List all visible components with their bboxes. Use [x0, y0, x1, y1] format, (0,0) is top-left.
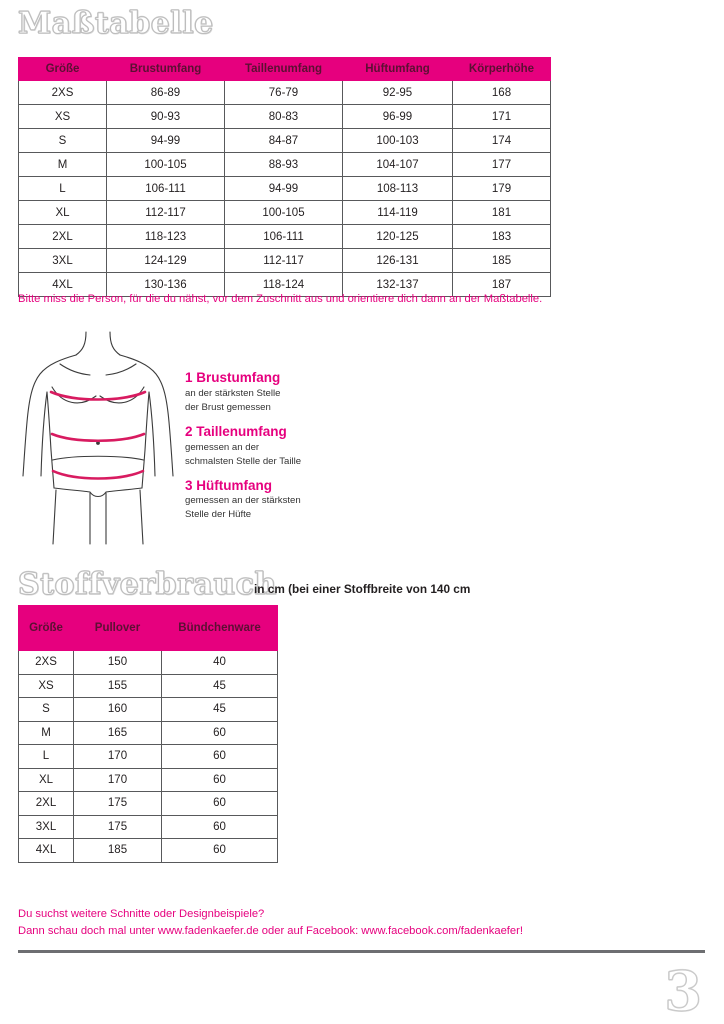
page-number: 3	[664, 959, 702, 1023]
cell-value: 94-99	[225, 177, 343, 201]
cell-size-label: 2XS	[19, 651, 74, 675]
column-header-pullover: Pullover	[74, 606, 162, 651]
cell-value: 174	[453, 129, 551, 153]
body-measurement-figure-icon	[18, 330, 178, 545]
cell-size-label: XS	[19, 105, 107, 129]
column-header-groesse: Größe	[19, 58, 107, 81]
cell-value: 185	[453, 249, 551, 273]
cell-size-label: S	[19, 129, 107, 153]
cell-size-label: L	[19, 177, 107, 201]
cell-value: 86-89	[107, 81, 225, 105]
table-row	[19, 81, 551, 105]
footer-line-2: Dann schau doch mal unter www.fadenkaefer.de oder auf Facebook: www.facebook.com/fadenkaefer!	[18, 925, 523, 938]
cell-value: 179	[453, 177, 551, 201]
cell-value: 175	[74, 815, 162, 839]
cell-value: 118-123	[107, 225, 225, 249]
table-row	[19, 201, 551, 225]
cell-size-label: M	[19, 721, 74, 745]
cell-value: 114-119	[343, 201, 453, 225]
cell-value: 96-99	[343, 105, 453, 129]
cell-value: 181	[453, 201, 551, 225]
table-row	[19, 839, 278, 863]
cell-value: 60	[162, 768, 278, 792]
hip-measure-band	[53, 471, 143, 479]
cell-size-label: 2XS	[19, 81, 107, 105]
cell-value: 187	[453, 273, 551, 297]
page-title-masstabelle: Maßtabelle	[18, 6, 214, 41]
cell-size-label: XL	[19, 201, 107, 225]
cell-value: 60	[162, 792, 278, 816]
legend-item	[185, 424, 405, 469]
cell-value: 90-93	[107, 105, 225, 129]
table-row	[19, 177, 551, 201]
cell-value: 60	[162, 839, 278, 863]
measurement-figure-block	[18, 330, 518, 555]
cell-size-label: XS	[19, 674, 74, 698]
table-row	[19, 651, 278, 675]
cell-value: 80-83	[225, 105, 343, 129]
column-header-buendchenware: Bündchenware	[162, 606, 278, 651]
column-header-koerperhoehe: Körperhöhe	[453, 58, 551, 81]
measure-instruction-note: Bitte miss die Person, für die du nähst, vor dem Zuschnitt aus und orientiere dich dann an der Maßtabelle.	[18, 293, 543, 305]
cell-value: 132-137	[343, 273, 453, 297]
cell-size-label: L	[19, 745, 74, 769]
cell-value: 106-111	[107, 177, 225, 201]
cell-value: 45	[162, 698, 278, 722]
cell-value: 104-107	[343, 153, 453, 177]
cell-value: 106-111	[225, 225, 343, 249]
cell-size-label: S	[19, 698, 74, 722]
table-row	[19, 105, 551, 129]
cell-value: 160	[74, 698, 162, 722]
cell-value: 112-117	[225, 249, 343, 273]
cell-value: 40	[162, 651, 278, 675]
footer-promo-note	[18, 906, 523, 941]
table-row	[19, 674, 278, 698]
cell-value: 76-79	[225, 81, 343, 105]
cell-value: 100-105	[225, 201, 343, 225]
cell-size-label: 4XL	[19, 839, 74, 863]
legend-description-line: gemessen an der	[185, 441, 260, 453]
chest-measure-band	[51, 392, 145, 400]
cell-value: 155	[74, 674, 162, 698]
cell-value: 170	[74, 745, 162, 769]
legend-description-line: schmalsten Stelle der Taille	[185, 455, 302, 467]
cell-value: 94-99	[107, 129, 225, 153]
table-row	[19, 792, 278, 816]
table-row	[19, 768, 278, 792]
cell-value: 150	[74, 651, 162, 675]
legend-description-line: an der stärksten Stelle	[185, 387, 281, 399]
table-row	[19, 815, 278, 839]
section-title-stoffverbrauch: Stoffverbrauch	[18, 567, 277, 602]
legend-heading: 1 Brustumfang	[185, 370, 281, 385]
column-header-taillenumfang: Taillenumfang	[225, 58, 343, 81]
cell-value: 130-136	[107, 273, 225, 297]
cell-size-label: M	[19, 153, 107, 177]
cell-value: 171	[453, 105, 551, 129]
table-row	[19, 249, 551, 273]
cell-value: 120-125	[343, 225, 453, 249]
legend-item	[185, 370, 405, 415]
cell-size-label: 2XL	[19, 225, 107, 249]
legend-heading: 2 Taillenumfang	[185, 423, 287, 439]
column-header-hueftumfang: Hüftumfang	[343, 58, 453, 81]
cell-value: 100-105	[107, 153, 225, 177]
cell-value: 100-103	[343, 129, 453, 153]
cell-value: 92-95	[343, 81, 453, 105]
cell-value: 170	[74, 768, 162, 792]
table-row	[19, 129, 551, 153]
cell-size-label: 3XL	[19, 815, 74, 839]
cell-value: 84-87	[225, 129, 343, 153]
footer-line-1: Du suchst weitere Schnitte oder Designbeispiele?	[18, 908, 265, 920]
cell-size-label: XL	[19, 768, 74, 792]
cell-value: 183	[453, 225, 551, 249]
cell-value: 60	[162, 745, 278, 769]
table-header-row	[19, 606, 278, 651]
cell-value: 60	[162, 815, 278, 839]
cell-value: 108-113	[343, 177, 453, 201]
cell-size-label: 2XL	[19, 792, 74, 816]
column-header-brustumfang: Brustumfang	[107, 58, 225, 81]
cell-size-label: 4XL	[19, 273, 107, 297]
table-row	[19, 698, 278, 722]
table-row	[19, 225, 551, 249]
footer-divider	[18, 950, 705, 953]
column-header-groesse: Größe	[19, 606, 74, 651]
measurement-legend	[185, 370, 405, 531]
cell-value: 126-131	[343, 249, 453, 273]
table-row	[19, 721, 278, 745]
waist-measure-band	[52, 434, 144, 441]
cell-value: 185	[74, 839, 162, 863]
cell-value: 112-117	[107, 201, 225, 225]
cell-value: 88-93	[225, 153, 343, 177]
table-row	[19, 745, 278, 769]
cell-value: 177	[453, 153, 551, 177]
cell-size-label: 3XL	[19, 249, 107, 273]
legend-description-line: gemessen an der stärksten	[185, 495, 301, 507]
table-header-row	[19, 58, 551, 81]
legend-heading: 3 Hüftumfang	[185, 477, 272, 493]
legend-description-line: Stelle der Hüfte	[185, 509, 252, 521]
section-subtitle-stoffverbrauch: in cm (bei einer Stoffbreite von 140 cm	[254, 582, 471, 596]
cell-value: 124-129	[107, 249, 225, 273]
cell-value: 175	[74, 792, 162, 816]
cell-value: 168	[453, 81, 551, 105]
cell-value: 165	[74, 721, 162, 745]
table-row	[19, 153, 551, 177]
size-chart-table	[18, 57, 551, 297]
legend-description-line: der Brust gemessen	[185, 401, 271, 413]
legend-item	[185, 478, 405, 523]
cell-value: 45	[162, 674, 278, 698]
cell-value: 118-124	[225, 273, 343, 297]
fabric-usage-table	[18, 605, 278, 863]
cell-value: 60	[162, 721, 278, 745]
